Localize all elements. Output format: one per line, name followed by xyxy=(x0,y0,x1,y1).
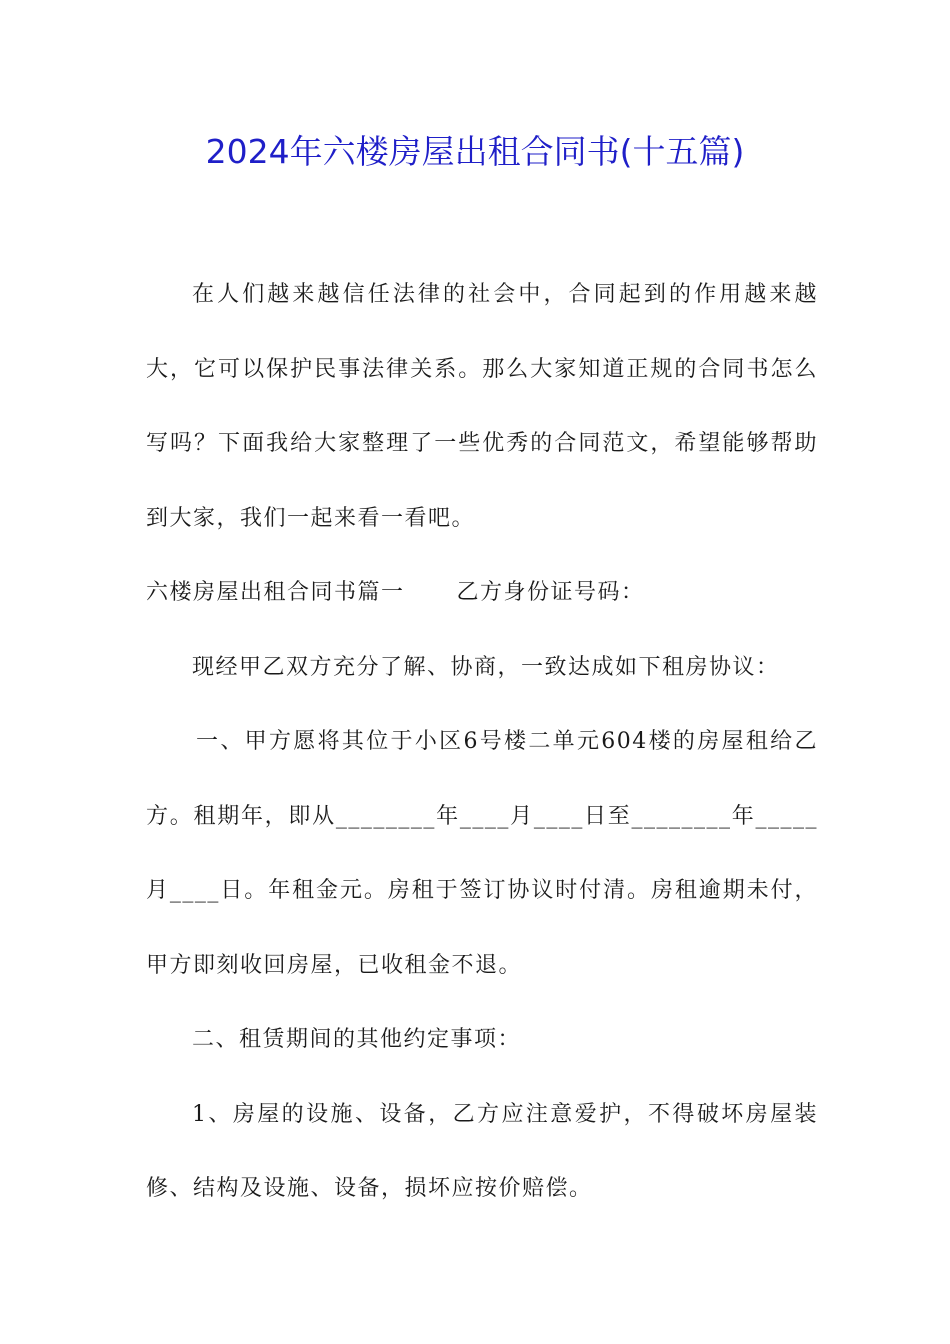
clause-two-item-one: 1、房屋的设施、设备，乙方应注意爱护，不得破坏房屋装修、结构及设施、设备，损坏应按价赔偿。 xyxy=(146,1101,818,1201)
agreement-paragraph: 现经甲乙双方充分了解、协商，一致达成如下租房协议： xyxy=(192,654,780,680)
tenant-id-label: 乙方身份证号码： xyxy=(456,580,645,605)
section-heading: 六楼房屋出租合同书篇一 xyxy=(146,580,405,605)
section-heading-line xyxy=(146,556,818,631)
clause-two-heading: 二、租赁期间的其他约定事项： xyxy=(192,1027,522,1052)
intro-paragraph: 在人们越来越信任法律的社会中，合同起到的作用越来越大，它可以保护民事法律关系。那么大家知道正规的合同书怎么写吗？下面我给大家整理了一些优秀的合同范文，希望能够帮助到大家，我们一起来看一看吧。 xyxy=(146,282,818,531)
document-body xyxy=(146,258,818,1227)
clause-one-paragraph: 一、甲方愿将其位于小区6号楼二单元604楼的房屋租给乙方。租期年，即从________年____月____日至________年_____月____日。年租金元。房租于签订协议时付清。房租逾期未付，甲方即刻收回房屋，已收租金不退。 xyxy=(146,729,818,978)
document-title: 2024年六楼房屋出租合同书(十五篇) xyxy=(205,132,745,171)
